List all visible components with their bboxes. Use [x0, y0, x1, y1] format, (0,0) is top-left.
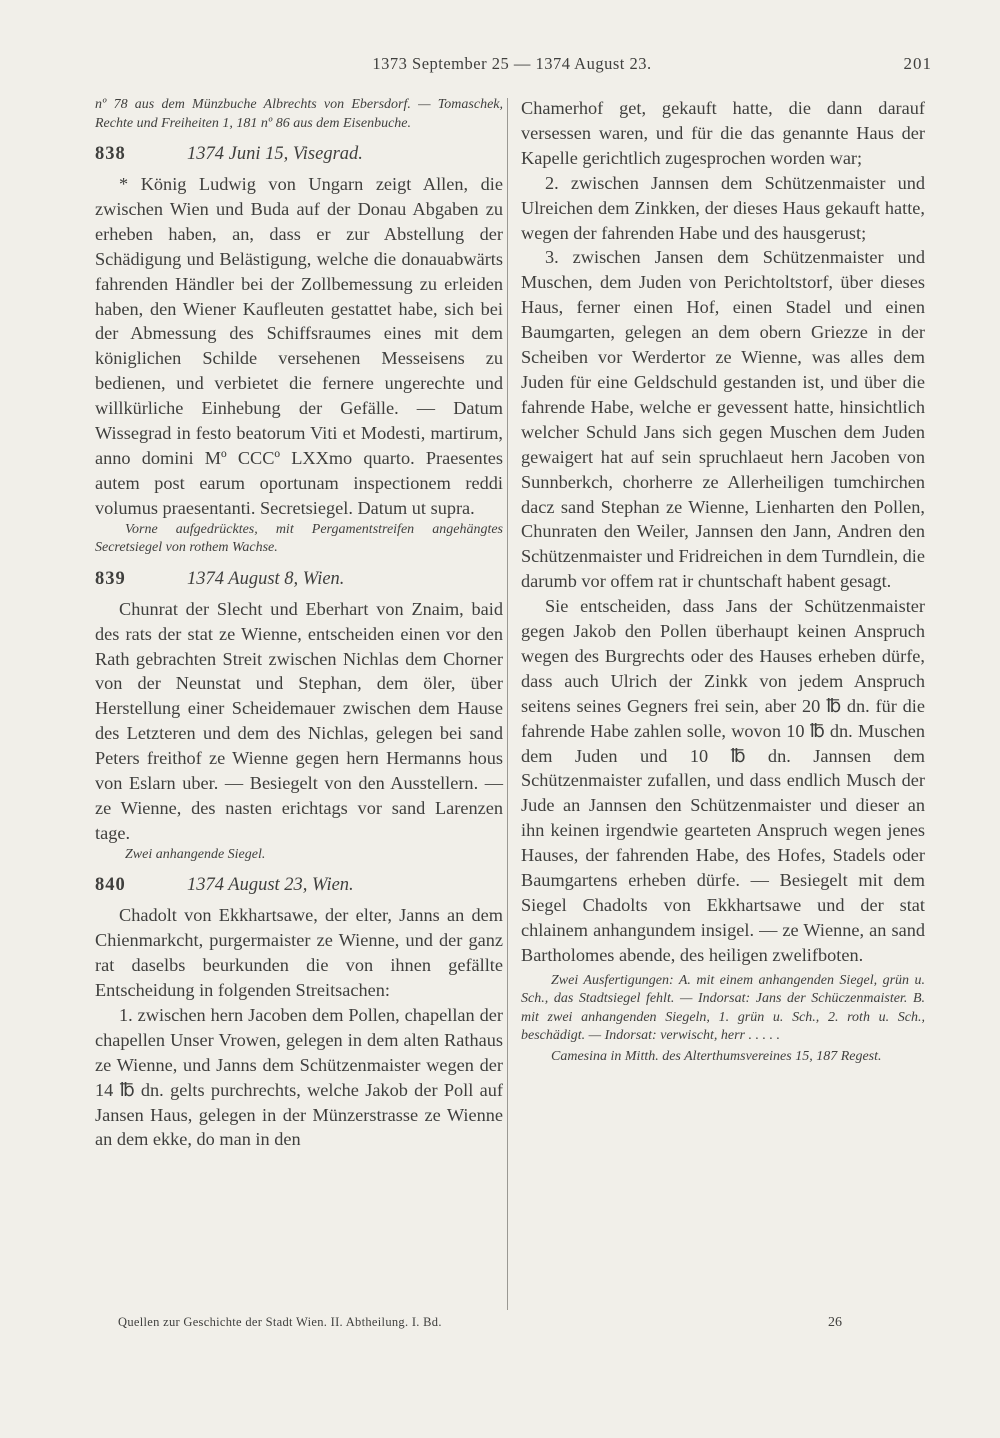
seal-note: Zwei anhangende Siegel.	[125, 846, 266, 862]
entry-number: 838	[95, 144, 126, 164]
entry-number: 840	[95, 875, 126, 896]
page-header	[92, 54, 932, 84]
running-head: 1373 September 25 — 1374 August 23.	[372, 54, 652, 73]
footer-source: Quellen zur Geschichte der Stadt Wien. II. Abtheilung. I. Bd.	[118, 1315, 442, 1329]
entry-date: 1374 August 23, Wien.	[187, 875, 354, 896]
entry-text: * König Ludwig von Ungarn zeigt Allen, die zwischen Wien und Buda auf der Donau Abgaben zu erheben haben, an, dass er zur Abstellung der Schädigung und Belästigung, welche die donauabwärts fahrenden Händler bei der Zollbemessung zu erleiden haben, den Wiener Kaufleuten gestattet habe, sich bei der Abmessung des Schiffsraumes eines mit dem königlichen Schilde versehenen Messeisens zu bedienen, und verbietet die fernere ungerechte und willkürliche Einhebung der Gefälle. — Datum Wissegrad in festo beatorum Viti et Modesti, martirum, anno domini Mº CCCº LXXmo quarto. Praesentes autem post earum oportunam inspectionem reddi volumus praesentanti. Secretsiegel. Datum ut supra.	[95, 174, 503, 518]
top-note: nº 78 aus dem Münzbuche Albrechts von Ebersdorf. — Tomaschek, Rechte und Freiheiten 1, 181 nº 86 aus dem Eisenbuche.	[95, 97, 503, 131]
entry-date: 1374 August 8, Wien.	[187, 568, 345, 589]
entry-item: 3. zwischen Jansen dem Schützenmaister und Muschen, dem Juden von Perichtoltstorf, über dieses Haus, ferner einen Hof, einen Stadel und einen Baumgarten, gelegen an dem obern Griezze in der Scheiben vor Werdertor ze Wienne, was alles dem Juden für eine Geldschuld gestanden ist, und über die fahrende Habe, welche er gevessent hatte, hinsichtlich welcher Schuld Jans sich gegen Muschen dem Juden gewaigert hat auf sein spruchlaeut hern Jacoben von Sunnberkch, chorherre ze Allerheiligen tumchirchen dacz sand Stephan ze Wienne, Lienharten den Pollen, Chunraten den Weiler, Jannsen den Jann, Andren den Schützenmaister und Fridreichen in dem Turndlein, die darumb vor offem rat ir chuntschaft habent gesagt.	[521, 247, 925, 592]
right-column	[521, 96, 925, 1066]
reference-note: Camesina in Mitth. des Alterthumsvereines 15, 187 Regest.	[551, 1048, 882, 1064]
entry-item: 1. zwischen hern Jacoben dem Pollen, chapellan der chapellen Unser Vrowen, gelegen in dem alten Rathaus ze Wienne, und Janns dem Schützenmaister wegen der 14 ℔ dn. gelts purchrechts, welche Jakob der Poll auf Jansen Haus, gelegen in der Münzerstrasse ze Wienne an dem ekke, do man in den	[95, 1004, 503, 1150]
entry-heading	[95, 873, 503, 897]
entry-heading	[95, 567, 503, 591]
entry-text: Chunrat der Slecht und Eberhart von Znaim, baid des rats der stat ze Wienne, entscheiden einen vor den Rath gebrachten Streit zwischen Nichlas dem Chorner von der Neunstat und Stephan, dem öler, über Herstellung einer Scheidemauer zwischen dem Hause des Letzteren und dem des Nichlas, gelegen bei sand Peters freithof ze Wienne gegen hern Hermanns hous von Eslarn uber. — Besiegelt von den Ausstellern. — ze Wienne, des nasten erichtags vor sand Larenzen tage.	[95, 598, 503, 843]
seal-note: Vorne aufgedrücktes, mit Pergamentstreifen angehängtes Secretsiegel von rothem Wachse.	[95, 521, 503, 556]
continued-text: Chamerhof get, gekauft hatte, die dann darauf versessen waren, und für die das genannte Haus der Kapelle gerichtlich zugesprochen worden war;	[521, 98, 925, 168]
entry-date: 1374 Juni 15, Visegrad.	[187, 144, 363, 164]
decision-text: Sie entscheiden, dass Jans der Schützenmaister gegen Jakob den Pollen überhaupt keinen Anspruch wegen des Burgrechts oder des Hauses erheben dürfe, dass auch Ulrich der Zinkk von jedem Anspruch seitens seines Gegners frei sein, aber 20 ℔ dn. für die fahrende Habe zahlen solle, wovon 10 ℔ dn. Muschen dem Juden und 10 ℔ dn. Jannsen dem Schützenmaister zufallen, und dass endlich Musch der Jude an Jannsen den Schützenmaister und dieser an ihn keinen irgendwie gearteten Anspruch wegen jenes Hauses, der fahrenden Habe, des Hofes, Stadels oder Baumgartens erheben dürfe. — Besiegelt mit dem Siegel Chadolts von Ekkhartsawe und der stat chlainem anhangundem insigel. — ze Wienne, an sand Bartholomes abende, des heiligen zwelifboten.	[521, 596, 925, 965]
archival-note: Zwei Ausfertigungen: A. mit einem anhangenden Siegel, grün u. Sch., das Stadtsiegel fehlt. — Indorsat: Jans der Schüczenmaister. B. mit zwei anhangenden Siegeln, 1. grün u. Sch., 2. roth u. Sch., beschädigt. — Indorsat: verwischt, herr . . . . .	[521, 972, 925, 1044]
entry-number: 839	[95, 568, 126, 589]
column-divider	[507, 98, 508, 1310]
page-footer	[118, 1315, 842, 1335]
entry-heading	[95, 142, 503, 166]
page-number: 201	[903, 54, 932, 73]
entry-text: Chadolt von Ekkhartsawe, der elter, Janns an dem Chienmarkcht, purgermaister ze Wienne, und der ganz rat daselbs beurkunden die von ihnen gefällte Entscheidung in folgenden Streitsachen:	[95, 905, 503, 1000]
entry-item: 2. zwischen Jannsen dem Schützenmaister und Ulreichen dem Zinkken, der dieses Haus gekauft hatte, wegen der fahrenden Habe und des hausgerust;	[521, 172, 925, 243]
signature-mark: 26	[828, 1315, 842, 1330]
left-column	[95, 96, 503, 1152]
